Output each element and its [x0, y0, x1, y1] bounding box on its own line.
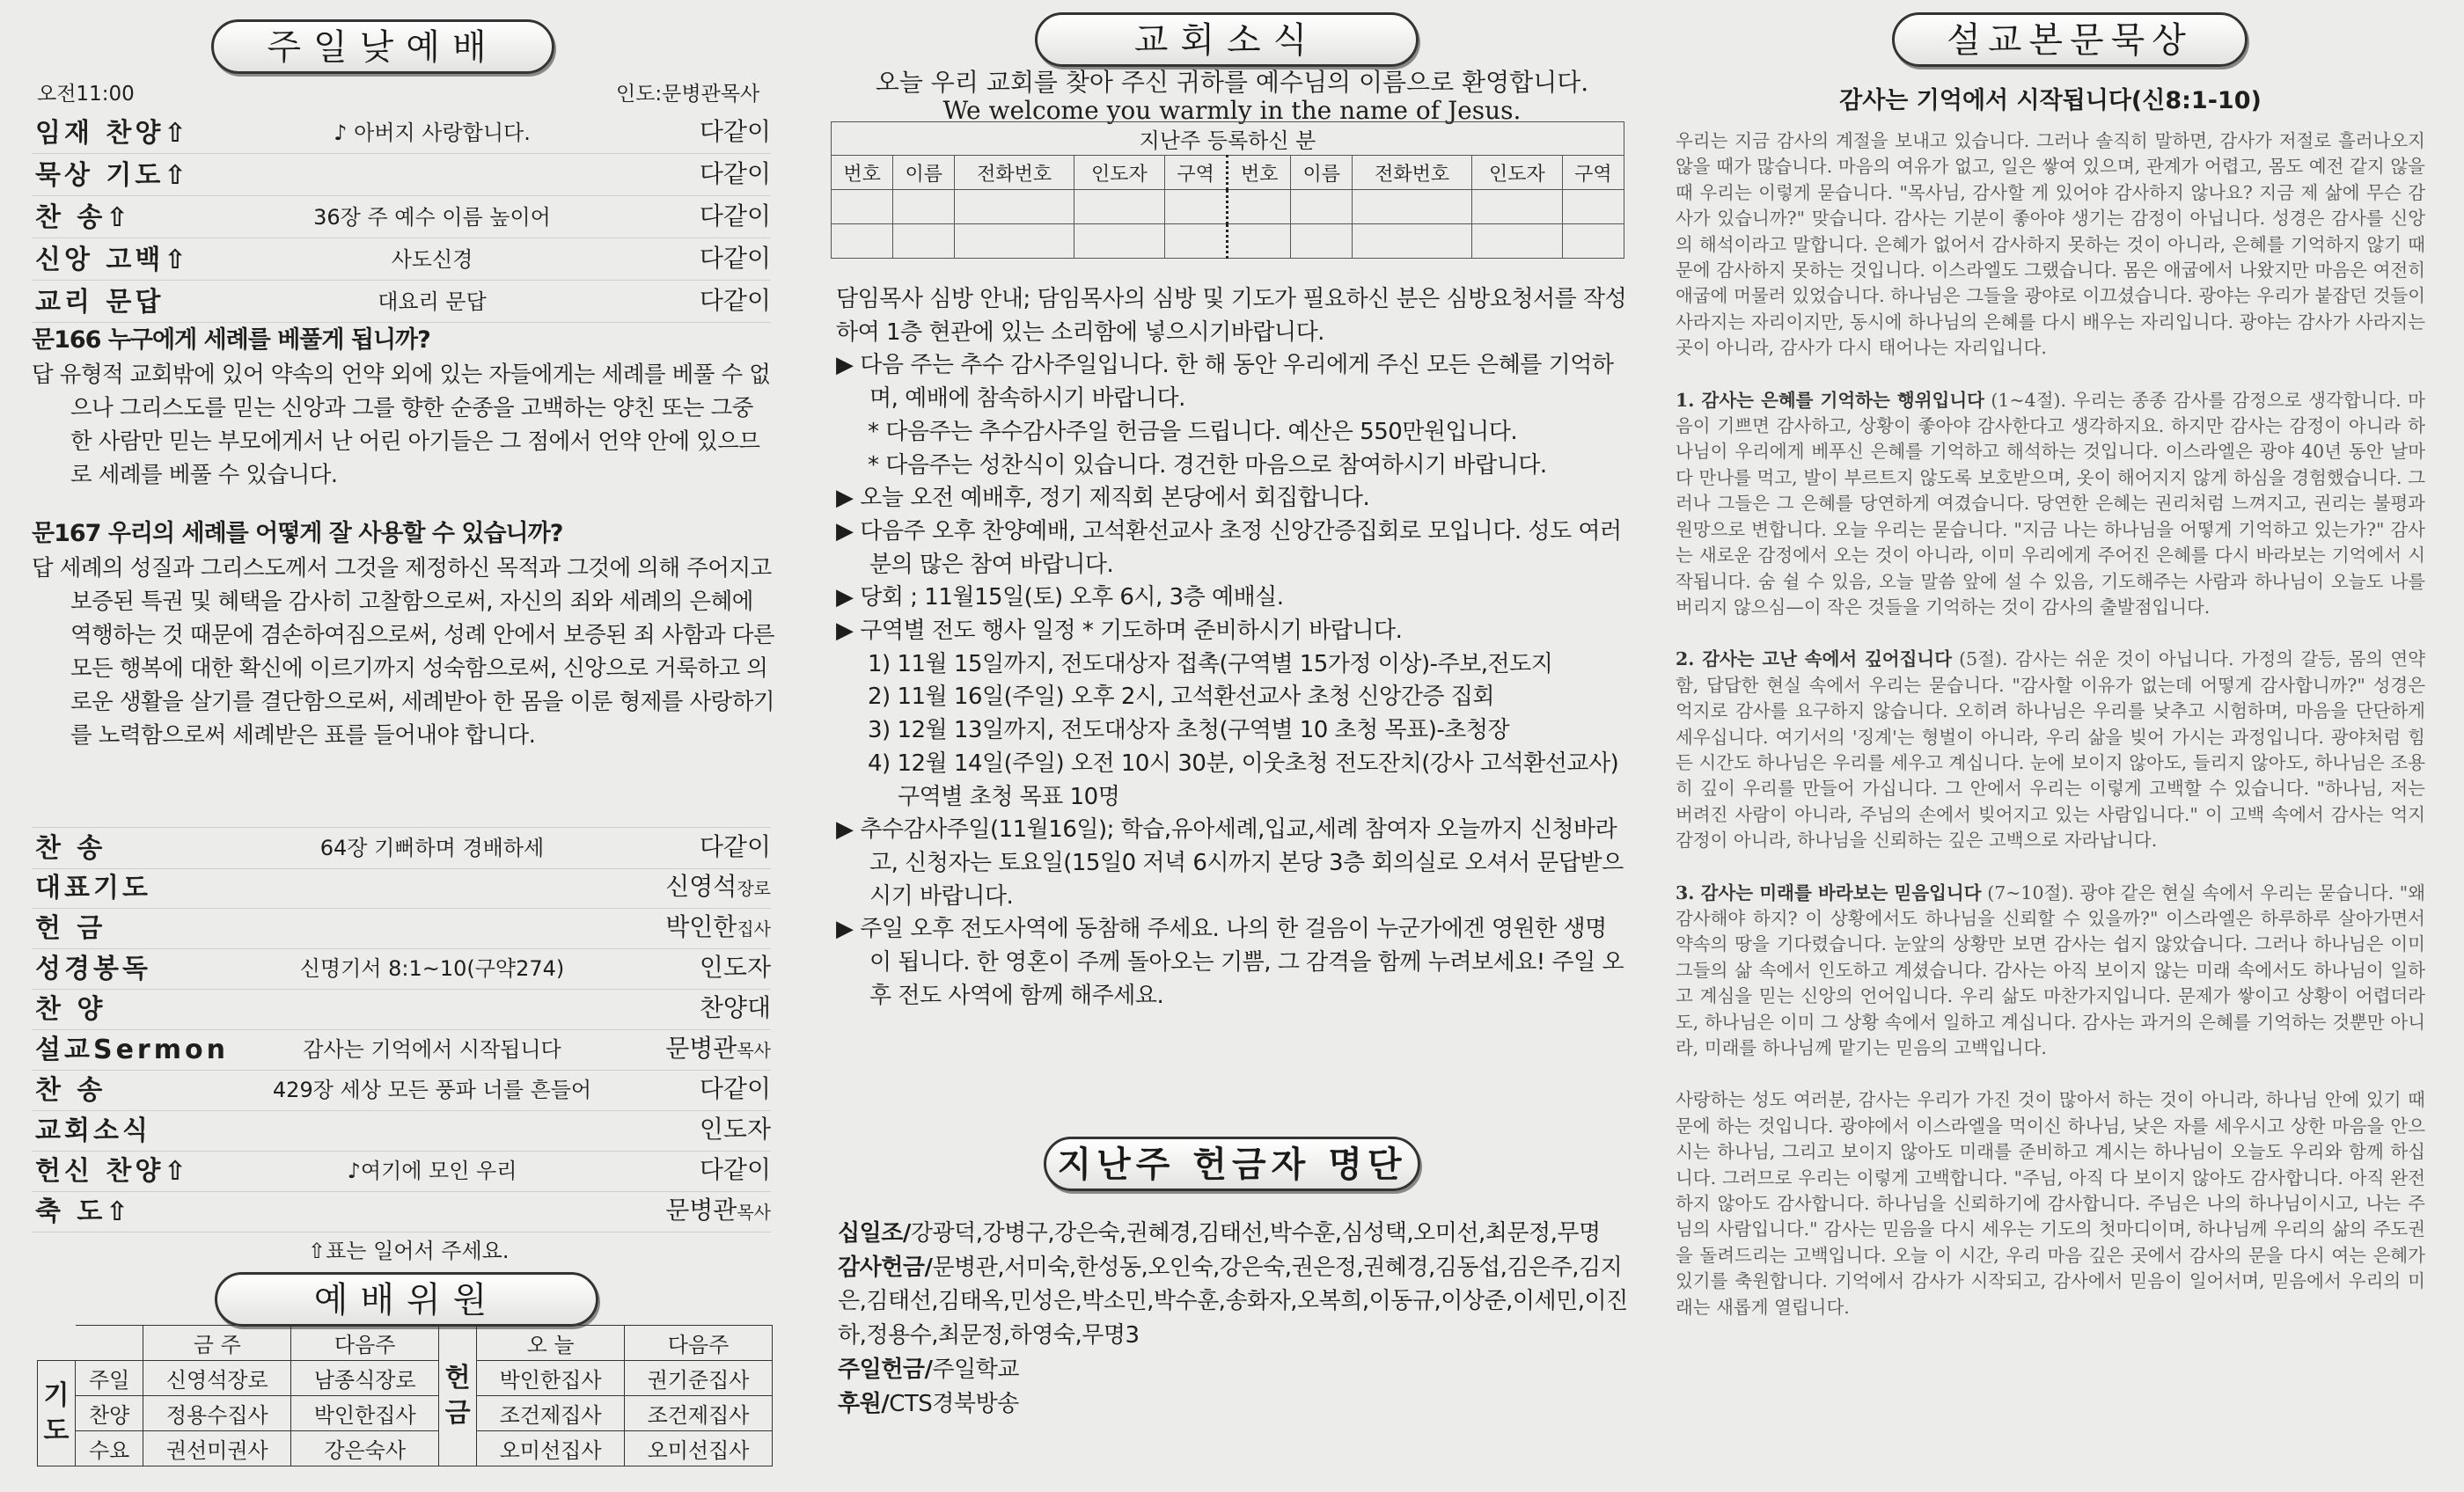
- sermon-title: 감사는 기억에서 시작됩니다(신8:1-10): [1839, 87, 2262, 114]
- service-row: 찬 양 찬양대: [32, 989, 771, 1030]
- service-row: 묵상 기도⇧ 다같이: [32, 155, 771, 196]
- service-row: 임재 찬양⇧ ♪ 아버지 사랑합니다. 다같이: [32, 113, 771, 154]
- sermon-point: 1. 감사는 은혜를 기억하는 행위입니다 (1~4절). 우리는 종종 감사를 감정으로 생각합니다. 마음이 기쁘면 감사하고, 상황이 좋아야 감사한다고 생각하지요. 하지만 감사는 감정이 아니라 하나님이 우리에게 베푸신 은혜를 기억하고 해석하는 것입니다. 이스라엘은 광야 40년 동안 날마다 만나를 먹고, 발이 부르트지 않도록 보호받으며, 옷이 해어지지 않게 하심을 경험했습니다. 그러나 그들은 그 은혜를 당연하게 여겼습니다. 당연한 은혜는 권리처럼 느껴지고, 권리는 불평과 원망으로 변합니다. 오늘 우리는 묻습니다. "지금 나는 하나님을 어떻게 기억하고 있는가?" 감사는 새로운 감정에서 오는 것이 아니라, 이미 우리에게 주어진 은혜를 다시 바라보는 기억에서 시작됩니다. 숨 쉴 수 있음, 오늘 말씀 앞에 설 수 있음, 기도해주는 사람과 하나님이 오늘도 나를 버리지 않으심—이 작은 것들을 기억하는 것이 감사의 출발점입니다.: [1676, 389, 2425, 618]
- sermon-point: 3. 감사는 미래를 바라보는 믿음입니다 (7~10절). 광야 같은 현실 속에서 우리는 묻습니다. "왜 감사해야 하지? 이 상황에서도 하나님을 신뢰할 수 있을까?" 이스라엘은 하루하루 살아가면서 약속의 땅을 기다렸습니다. 눈앞의 상황만 보면 감사는 쉽지 않았습니다. 그러나 하나님은 이미 그들의 삶 속에서 인도하고 계셨습니다. 감사는 아직 보이지 않는 미래 속에서도 하나님이 일하고 계심을 믿는 신앙의 언어입니다. 우리 삶도 마찬가지입니다. 문제가 쌓이고 상황이 어렵더라도, 하나님은 이미 그 상황 속에서 일하고 계십니다. 감사는 과거의 은혜를 기억하는 것뿐만 아니라, 미래를 하나님께 맡기는 믿음의 고백입니다.: [1676, 881, 2425, 1058]
- notice-item: ▶ 다음주 오후 찬양예배, 고석환선교사 초정 신앙간증집회로 모입니다. 성도 여러분의 많은 참여 바랍니다.: [836, 517, 1622, 578]
- service-row: 찬 송 429장 세상 모든 풍파 너를 흔들어 다같이: [32, 1070, 771, 1111]
- donor-group: 주일헌금/주일학교: [838, 1356, 1019, 1383]
- registrants-caption: 지난주 등록하신 분: [832, 122, 1624, 156]
- sunday-worship-title: 주일낮예배: [211, 19, 554, 74]
- registrants-header: 번호 이름 전화번호 인도자 구역 번호 이름 전화번호 인도자 구역: [832, 156, 1624, 190]
- notice-item: ▶ 다음 주는 추수 감사주일입니다. 한 해 동안 우리에게 주신 모든 은혜를 기억하며, 예배에 참속하시기 바랍니다.: [836, 352, 1614, 413]
- stand-note: ⇧표는 일어서 주세요.: [308, 1239, 510, 1263]
- sermon-intro: 우리는 지금 감사의 계절을 보내고 있습니다. 그러나 솔직히 말하면, 감사가 저절로 흘러나오지 않을 때가 많습니다. 마음의 여유가 없고, 일은 쌓여 있으며, 관계가 어렵고, 몸도 예전 같지 않을 때 우리는 이렇게 묻습니다. "목사님, 감사할 게 있어야 감사하지 않나요? 지금 제 삶에 무슨 감사가 있습니까?" 맞습니다. 감사는 기분이 좋아야 생기는 감정이 아닙니다. 성경은 감사를 신앙의 해석이라고 말합니다. 은혜가 없어서 감사하지 못하는 것이 아니라, 은혜를 기억하지 않기 때문에 감사하지 못하는 것입니다. 이스라엘도 그랬습니다. 몸은 애굽에서 나왔지만 마음은 여전히 애굽에 머물러 있었습니다. 하나님은 그들을 광야로 이끄셨습니다. 광야는 우리가 붙잡던 것들이 사라지는 자리이지만, 동시에 하나님의 은혜를 다시 배우는 자리입니다. 광야는 감사가 사라지는 곳이 아니라, 감사가 다시 태어나는 자리입니다.: [1676, 130, 2425, 359]
- head-today: 오 늘: [477, 1326, 625, 1361]
- registrants-empty-row: [832, 190, 1624, 224]
- service-row: 설교Sermon 감사는 기억에서 시작됩니다 문병관목사: [32, 1029, 771, 1071]
- service-leader: 인도:문병관목사: [616, 83, 760, 106]
- head-next-week: 다음주: [291, 1326, 439, 1361]
- notice-paragraph: 담임목사 심방 안내; 담임목사의 심방 및 기도가 필요하신 분은 심방요청서를 작성하여 1층 현관에 있는 소리함에 넣으시기바랍니다.: [836, 286, 1627, 346]
- donors-list: [838, 1217, 1630, 1421]
- head-this-week: 금 주: [143, 1326, 291, 1361]
- answer-166: 답 유형적 교회밖에 있어 약속의 언약 외에 있는 자들에게는 세례를 베풀 수 없으나 그리스도를 믿는 신앙과 그를 향한 순종을 고백하는 양친 또는 그중 한 사람만 믿는 부모에게서 난 어린 아기들은 그 점에서 언약 안에 있으므로 세례를 베풀 수 있습니다.: [32, 362, 771, 488]
- service-row: 교리 문답 대요리 문답 다같이: [32, 282, 771, 323]
- worship-staff-title: 예배위원: [215, 1272, 598, 1327]
- service-row: 찬 송⇧ 36장 주 예수 이름 높이어 다같이: [32, 197, 771, 238]
- notice-subitem: 1) 11월 15일까지, 전도대상자 접촉(구역별 15가정 이상)-주보,전도지: [868, 650, 1553, 677]
- service-row: 헌 금 박인한집사: [32, 908, 771, 949]
- welcome-english: We welcome you warmly in the name of Jesus.: [942, 96, 1522, 125]
- notice-item: ▶ 당회 ; 11월15일(토) 오후 6시, 3층 예배실.: [836, 584, 1284, 611]
- notice-subitem: * 다음주는 성찬식이 있습니다. 경건한 마음으로 참여하시기 바랍니다.: [868, 451, 1547, 479]
- question-167: 문167 우리의 세례를 어떻게 잘 사용할 수 있습니까?: [32, 520, 563, 547]
- head-next-week-2: 다음주: [625, 1326, 773, 1361]
- sermon-point: 2. 감사는 고난 속에서 깊어집니다 (5절). 감사는 쉬운 것이 아닙니다. 가정의 갈등, 몸의 연약함, 답답한 현실 속에서 우리는 묻습니다. "감사할 이유가 없는데 어떻게 감사합니까?" 성경은 억지로 감사를 요구하지 않습니다. 오히려 하나님은 우리를 낮추고 시험하며, 마음을 단단하게 세우십니다. 여기서의 '징계'는 형벌이 아니라, 우리 삶을 빚어 가시는 과정입니다. 광야처럼 힘든 시간도 하나님은 우리를 세우고 계십니다. 눈에 보이지 않아도, 들리지 않아도, 하나님은 조용히 깊이 우리를 만들어 가십니다. 그 안에서 우리는 이렇게 고백할 수 있습니다. "하나님, 저는 버려진 사람이 아니라, 주님의 손에서 빚어지고 있는 사람입니다." 이 고백 속에서 감사는 억지 감정이 아니라, 하나님을 신뢰하는 깊은 고백으로 자라납니다.: [1676, 648, 2426, 852]
- notice-subitem: * 다음주는 추수감사주일 헌금을 드립니다. 예산은 550만원입니다.: [868, 418, 1518, 445]
- offering-vertical-label: 헌 금: [439, 1326, 477, 1466]
- service-row: 축 도⇧ 문병관목사: [32, 1191, 771, 1232]
- service-row: 교회소식 인도자: [32, 1110, 771, 1152]
- donor-group: 후원/CTS경북방송: [838, 1390, 1019, 1417]
- registrants-empty-row: [832, 224, 1624, 259]
- welcome-korean: 오늘 우리 교회를 찾아 주신 귀하를 예수님의 이름으로 환영합니다.: [875, 68, 1589, 97]
- donor-group: 십일조/강광덕,강병구,강은숙,권혜경,김태선,박수훈,심성택,오미선,최문정,무명: [838, 1220, 1601, 1247]
- sermon-meditation-title: 설교본문묵상: [1892, 12, 2248, 67]
- service-row: 헌신 찬양⇧ ♪여기에 모인 우리 다같이: [32, 1151, 771, 1192]
- donor-group: 감사헌금/문병관,서미숙,한성동,오인숙,강은숙,권은정,권혜경,김동섭,김은주,김지은,김태선,김태옥,민성은,박소민,박수훈,송화자,오복희,이동규,이상준,이세민,이진하,정용수,최문정,하영숙,무명3: [838, 1254, 1628, 1349]
- notice-item: ▶ 구역별 전도 행사 일정 * 기도하며 준비하시기 바랍니다.: [836, 618, 1403, 645]
- service-row: 대표기도 신영석장로: [32, 867, 771, 909]
- catechism-166: [32, 320, 776, 492]
- new-registrants-table: [831, 121, 1624, 259]
- notice-subitem: 3) 12월 13일까지, 전도대상자 초청(구역별 10 초청 목표)-초청장: [868, 717, 1510, 744]
- catechism-167: [32, 514, 776, 752]
- service-row: 성경봉독 신명기서 8:1~10(구약274) 인도자: [32, 948, 771, 990]
- question-166: 문166 누구에게 세례를 베풀게 됩니까?: [32, 326, 430, 354]
- church-news-title: 교회소식: [1035, 12, 1419, 67]
- service-time: 오전11:00: [37, 83, 135, 106]
- worship-staff-table: 금 주 다음주 헌 금 오 늘 다음주 기 도 주일 신영석장로 남종식장로 박인한집사 권기준집사 찬양 정용수집사 박인한집사 조건제집사 조건제집사 수요 권선미권사 강은숙사 오미선집사 오미선집사: [37, 1325, 773, 1466]
- service-row: 신앙 고백⇧ 사도신경 다같이: [32, 239, 771, 281]
- notice-item: ▶ 오늘 오전 예배후, 정기 제직회 본당에서 회집합니다.: [836, 485, 1370, 512]
- sermon-text: [1676, 128, 2425, 1347]
- notices-list: [836, 283, 1628, 1013]
- notice-item: ▶ 추수감사주일(11월16일); 학습,유아세례,입교,세례 참여자 오늘까지 신청바라고, 신청자는 토요일(15일0 저녁 6시까지 본당 3층 회의실로 오셔서 문답받으시기 바랍니다.: [836, 816, 1624, 910]
- notice-subitem: 2) 11월 16일(주일) 오후 2시, 고석환선교사 초청 신앙간증 집회: [868, 684, 1495, 711]
- prayer-vertical-label: 기 도: [38, 1361, 76, 1466]
- answer-167: 답 세례의 성질과 그리스도께서 그것을 제정하신 목적과 그것에 의해 주어지고 보증된 특권 및 혜택을 감사히 고찰함으로써, 자신의 죄와 세례의 은혜에 역행하는 것 때문에 겸손하여짐으로써, 성례 안에서 보증된 죄 사함과 다른 모든 행복에 대한 확신에 이르기까지 성숙함으로써, 신앙으로 거룩하고 의로운 생활을 살기를 결단함으로써, 세례받아 한 몸을 이룬 형제를 사랑하기를 노력함으로써 세례받은 표를 들어내야 합니다.: [32, 555, 775, 749]
- notice-item: ▶ 주일 오후 전도사역에 동참해 주세요. 나의 한 걸음이 누군가에겐 영원한 생명이 됩니다. 한 영혼이 주께 돌아오는 기쁨, 그 감격을 함께 누려보세요! 주일 오후 전도 사역에 함께 해주세요.: [836, 916, 1624, 1009]
- notice-subitem: 4) 12월 14일(주일) 오전 10시 30분, 이웃초청 전도잔치(강사 고석환선교사) 구역별 초청 목표 10명: [868, 750, 1619, 810]
- service-row: 찬 송 64장 기뻐하며 경배하세 다같이: [32, 827, 771, 869]
- donors-title: 지난주 헌금자 명단: [1044, 1137, 1420, 1191]
- sermon-closing: 사랑하는 성도 여러분, 감사는 우리가 가진 것이 많아서 하는 것이 아니라, 하나님 안에 있기 때문에 하는 것입니다. 광야에서 이스라엘을 먹이신 하나님, 낮은 자를 세우시고 상한 마음을 안으시는 하나님, 그리고 보이지 않아도 미래를 준비하고 계시는 하나님이 오늘도 우리와 함께 하십니다. 그러므로 우리는 이렇게 고백합니다. "주님, 아직 다 보이지 않아도 감사합니다. 아직 완전하지 않아도 감사합니다. 하나님을 신뢰하기에 감사합니다. 주님은 나의 하나님이시고, 나는 주님의 사람입니다." 감사는 믿음을 다시 세우는 기도의 첫마디이며, 하나님께 우리의 삶의 주도권을 돌려드리는 고백입니다. 오늘 이 시간, 우리 마음 깊은 곳에서 감사의 문을 다시 여는 은혜가 있기를 축원합니다. 기억에서 감사가 시작되고, 감사에서 믿음이 일어서며, 믿음에서 우리의 미래는 새롭게 열립니다.: [1676, 1089, 2425, 1318]
- welcome-message: [810, 69, 1654, 125]
